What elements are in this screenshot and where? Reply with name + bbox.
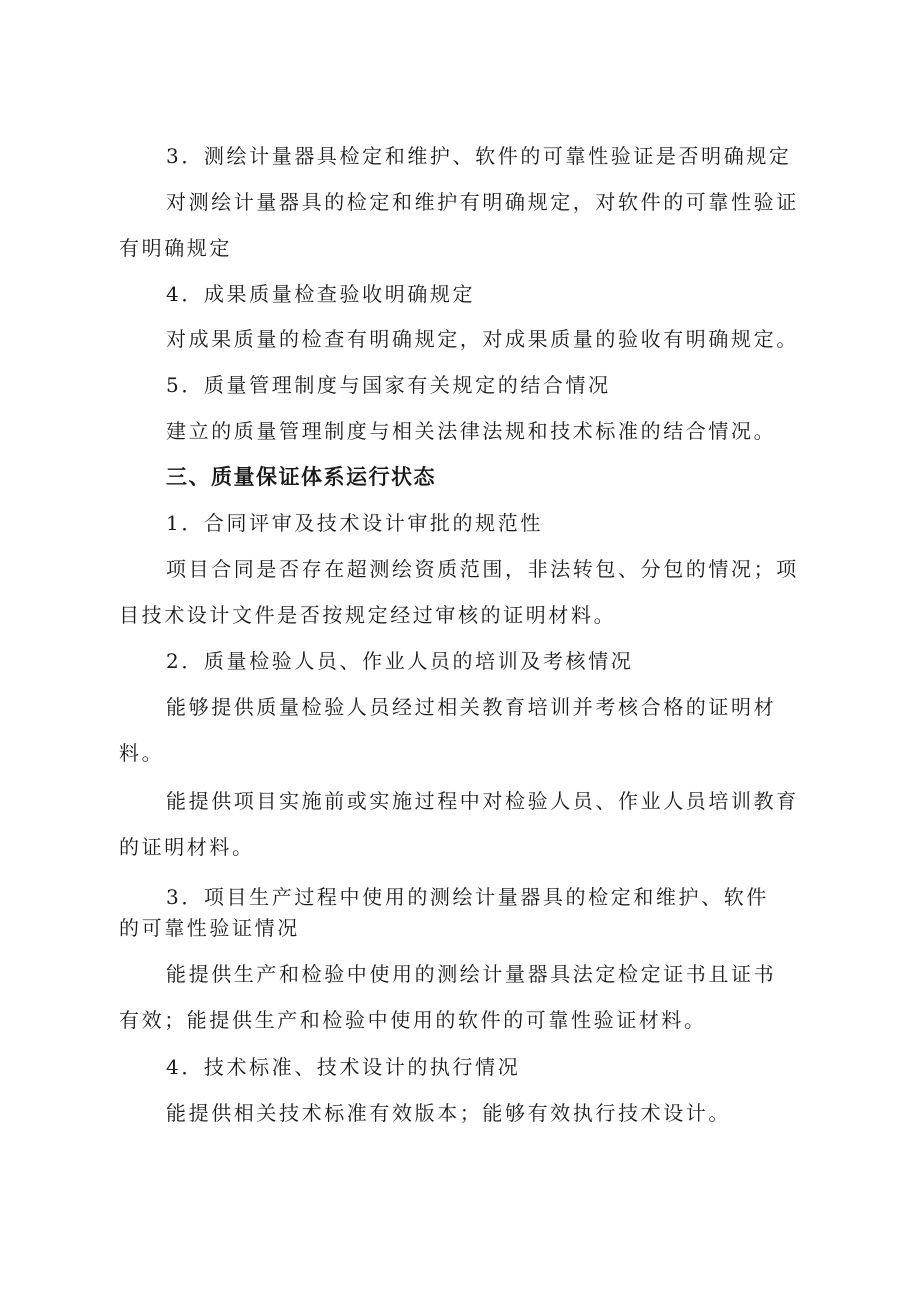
paragraph-text: 有明确规定: [119, 236, 232, 260]
section-heading: 三、质量保证体系运行状态: [166, 465, 436, 489]
paragraph-text: 建立的质量管理制度与相关法律法规和技术标准的结合情况。: [166, 419, 777, 443]
paragraph-text: 项目合同是否存在超测绘资质范围，非法转包、分包的情况；项: [166, 557, 799, 581]
paragraph-text: 的可靠性验证情况: [119, 916, 300, 940]
paragraph-text: 料。: [119, 741, 165, 765]
paragraph-text: 能提供生产和检验中使用的测绘计量器具法定检定证书且证书: [166, 962, 777, 986]
paragraph-text: 能够提供质量检验人员经过相关教育培训并考核合格的证明材: [166, 695, 777, 719]
item-2-title: 2．质量检验人员、作业人员的培训及考核情况: [166, 649, 634, 673]
item-4b-title: 4．技术标准、技术设计的执行情况: [166, 1055, 521, 1079]
item-5-title: 5．质量管理制度与国家有关规定的结合情况: [166, 373, 611, 397]
paragraph-text: 对成果质量的检查有明确规定，对成果质量的验收有明确规定。: [166, 327, 799, 351]
paragraph-text: 能提供项目实施前或实施过程中对检验人员、作业人员培训教育: [166, 789, 799, 813]
paragraph-text: 目技术设计文件是否按规定经过审核的证明材料。: [119, 603, 617, 627]
paragraph-text: 对测绘计量器具的检定和维护有明确规定，对软件的可靠性验证: [166, 190, 799, 214]
paragraph-text: 的证明材料。: [119, 835, 255, 859]
item-3b-title: 3．项目生产过程中使用的测绘计量器具的检定和维护、软件: [166, 885, 769, 909]
item-3-title: 3．测绘计量器具检定和维护、软件的可靠性验证是否明确规定: [166, 144, 792, 168]
paragraph-text: 能提供相关技术标准有效版本；能够有效执行技术设计。: [166, 1101, 731, 1125]
item-4-title: 4．成果质量检查验收明确规定: [166, 282, 476, 306]
paragraph-text: 有效；能提供生产和检验中使用的软件的可靠性验证材料。: [119, 1008, 707, 1032]
item-1-title: 1．合同评审及技术设计审批的规范性: [166, 511, 543, 535]
